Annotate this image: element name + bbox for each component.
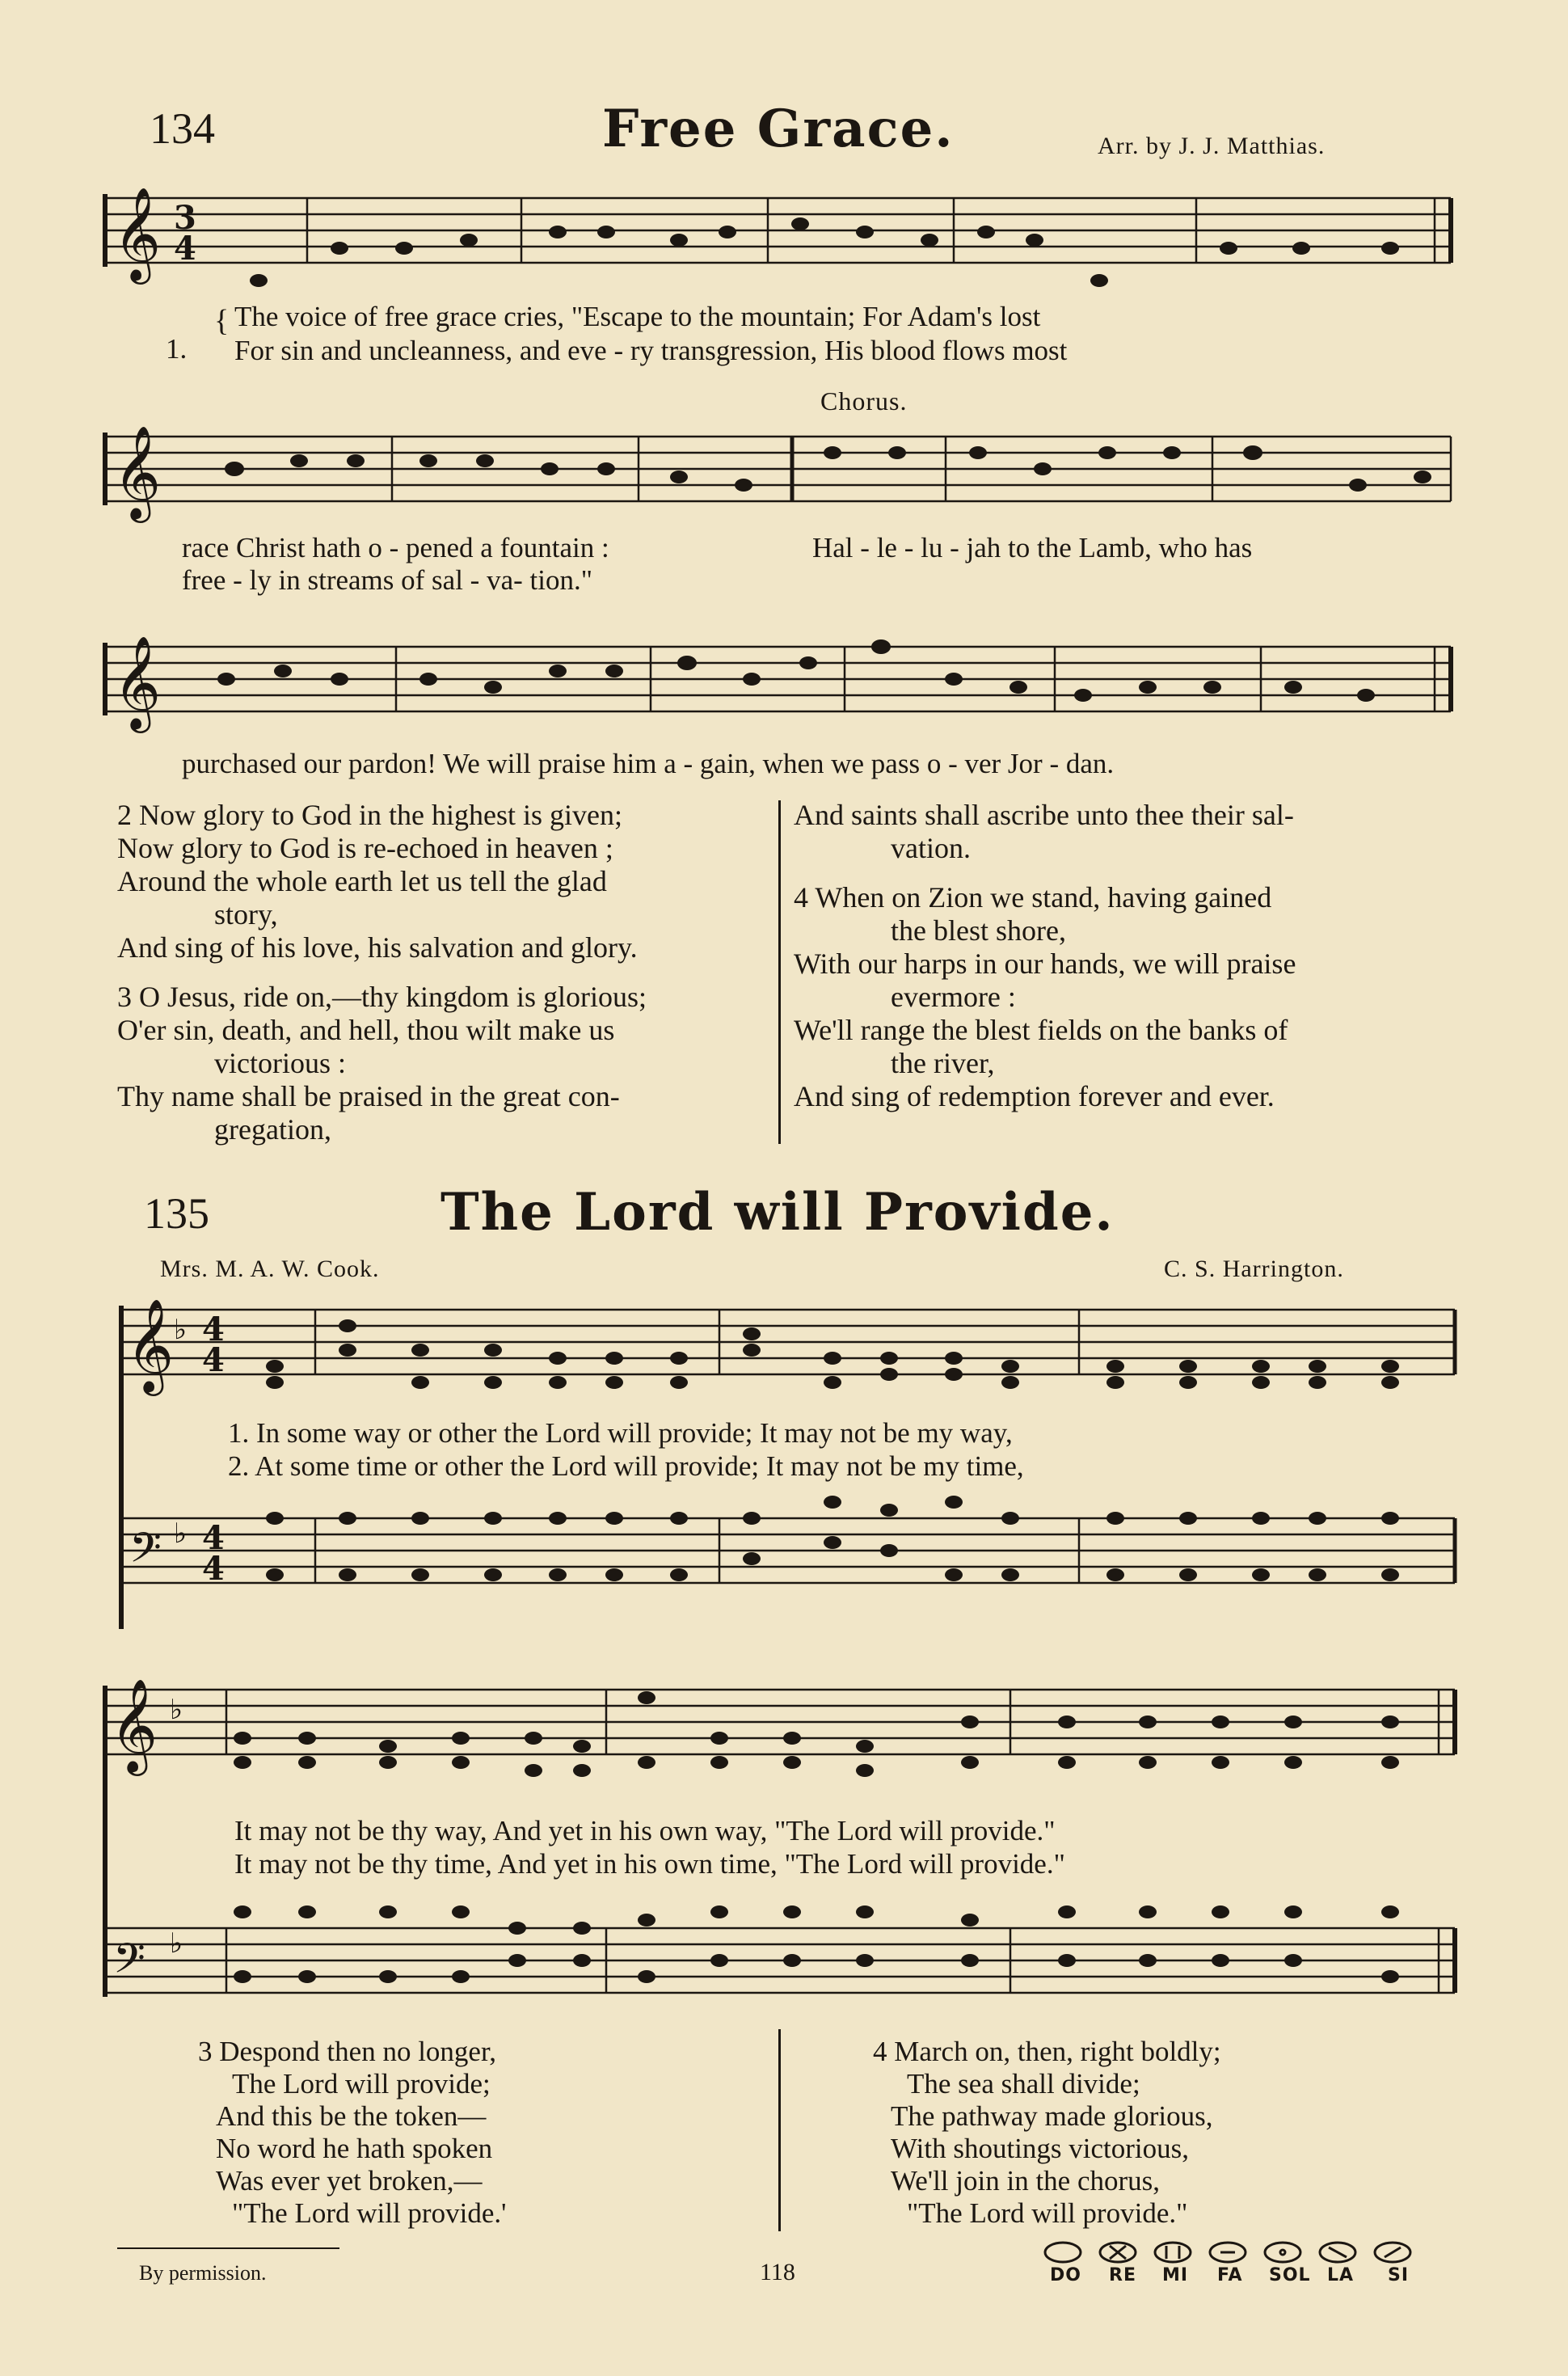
lyric-line: race Christ hath o - pened a fountain : [182, 532, 609, 563]
svg-text:♭: ♭ [174, 1315, 188, 1345]
solfa-shape-notes [1041, 2239, 1429, 2265]
verse-line: No word he hath spoken [216, 2133, 493, 2164]
verse-line: 3 Despond then no longer, [198, 2036, 496, 2067]
verse-column-right [794, 799, 1296, 1129]
composer-credit: C. S. Harrington. [1164, 1256, 1344, 1282]
lyric-line: For sin and uncleanness, and eve - ry transgression, His blood flows most [234, 335, 1068, 366]
verse-line: And sing of his love, his salvation and glory. [117, 931, 638, 964]
verse-line: "The Lord will provide.' [232, 2197, 507, 2229]
verse-line: "The Lord will provide." [907, 2197, 1188, 2229]
hymn-number: 134 [150, 104, 215, 153]
svg-text:𝄞: 𝄞 [113, 635, 162, 729]
hymn-number: 135 [144, 1189, 209, 1238]
verse-line: Now glory to God is re-echoed in heaven ; [117, 832, 613, 864]
verse-line: 4 March on, then, right boldly; [873, 2036, 1221, 2067]
verse-stanza [794, 881, 1296, 1113]
verse-line: And sing of redemption forever and ever. [794, 1080, 1275, 1112]
svg-text:3: 3 [174, 199, 196, 237]
svg-text:4: 4 [202, 1341, 225, 1379]
verse-line: victorious : [214, 1047, 346, 1079]
verse-stanza [794, 799, 1296, 865]
verse-column-left [117, 799, 647, 1163]
verse-line: gregation, [214, 1113, 331, 1146]
svg-text:4: 4 [202, 1519, 225, 1557]
svg-text:♭: ♭ [170, 1929, 183, 1959]
hymn-title: Free Grace. [602, 99, 955, 159]
verse-line: O'er sin, death, and hell, thou wilt make us [117, 1014, 615, 1046]
music-staff [97, 182, 1463, 295]
lyric-line: { [214, 304, 230, 338]
verse-column-left [198, 2036, 506, 2230]
music-staff [97, 622, 1463, 744]
svg-text:4: 4 [202, 1310, 225, 1348]
column-divider [778, 800, 781, 1144]
solfa-label: MI [1162, 2265, 1189, 2285]
lyric-line: purchased our pardon! We will praise him a - gain, when we pass o - ver Jor - dan. [182, 748, 1115, 779]
verse-line: evermore : [891, 981, 1016, 1013]
verse-line: story, [214, 898, 278, 931]
permission-note: By permission. [139, 2261, 267, 2285]
page-number: 118 [760, 2259, 795, 2285]
svg-text:𝄞: 𝄞 [110, 1678, 158, 1772]
verse-line: With shoutings victorious, [891, 2133, 1190, 2164]
verse-column-right [873, 2036, 1221, 2230]
lyric-line: 1. In some way or other the Lord will provide; It may not be my way, [228, 1417, 1013, 1449]
verse-line: And this be the token— [216, 2100, 487, 2132]
verse-stanza [117, 981, 647, 1146]
verse-line: We'll join in the chorus, [891, 2165, 1161, 2197]
column-divider [778, 2029, 781, 2231]
verse-line: With our harps in our hands, we will praise [794, 947, 1296, 980]
verse-line: the river, [891, 1047, 995, 1079]
footer-rule [117, 2247, 339, 2249]
verse-line: And saints shall ascribe unto thee their sal- [794, 799, 1294, 831]
lyric-verse-number: 1. [166, 333, 188, 365]
solfa-label: FA [1217, 2265, 1243, 2285]
verse-line: Thy name shall be praised in the great con- [117, 1080, 620, 1112]
solfa-label: LA [1327, 2265, 1355, 2285]
music-staff [97, 412, 1463, 534]
verse-line: The sea shall divide; [907, 2068, 1140, 2100]
solfa-label: DO [1050, 2265, 1081, 2285]
verse-line: We'll range the blest fields on the banks of [794, 1014, 1288, 1046]
verse-line: The pathway made glorious, [891, 2100, 1213, 2132]
author-credit: Mrs. M. A. W. Cook. [160, 1256, 380, 1282]
svg-text:𝄢: 𝄢 [113, 1934, 145, 1993]
chorus-label: Chorus. [820, 386, 908, 416]
verse-line: The Lord will provide; [232, 2068, 491, 2100]
verse-line: Around the whole earth let us tell the glad [117, 865, 607, 897]
verse-line: 4 When on Zion we stand, having gained [794, 881, 1272, 914]
svg-text:♭: ♭ [170, 1695, 183, 1725]
svg-text:4: 4 [174, 230, 196, 268]
lyric-line: It may not be thy way, And yet in his own way, "The Lord will provide." [234, 1815, 1056, 1846]
lyric-line: The voice of free grace cries, "Escape to the mountain; For Adam's lost [234, 301, 1041, 332]
solfa-label: SOL [1269, 2265, 1311, 2285]
verse-stanza [117, 799, 647, 964]
svg-text:𝄞: 𝄞 [113, 186, 162, 281]
verse-line: 2 Now glory to God in the highest is given; [117, 799, 622, 831]
verse-line: Was ever yet broken,— [216, 2165, 483, 2197]
lyric-line: It may not be thy time, And yet in his own time, "The Lord will provide." [234, 1848, 1065, 1880]
svg-text:𝄢: 𝄢 [129, 1523, 162, 1582]
verse-line: the blest shore, [891, 914, 1066, 947]
svg-text:4: 4 [202, 1550, 225, 1588]
arranger-credit: Arr. by J. J. Matthias. [1098, 133, 1326, 159]
lyric-line: free - ly in streams of sal - va- tion." [182, 564, 593, 596]
lyric-line: 2. At some time or other the Lord will provide; It may not be my time, [228, 1450, 1024, 1482]
solfa-label: SI [1388, 2265, 1410, 2285]
hymn-title: The Lord will Provide. [440, 1182, 1115, 1243]
svg-text:♭: ♭ [174, 1519, 188, 1549]
verse-line: 3 O Jesus, ride on,—thy kingdom is glorious; [117, 981, 647, 1013]
lyric-line: Hal - le - lu - jah to the Lamb, who has [812, 532, 1253, 563]
svg-text:𝄞: 𝄞 [126, 1298, 175, 1392]
solfa-label: RE [1109, 2265, 1136, 2285]
verse-line: vation. [891, 832, 971, 864]
svg-text:𝄞: 𝄞 [113, 424, 162, 519]
